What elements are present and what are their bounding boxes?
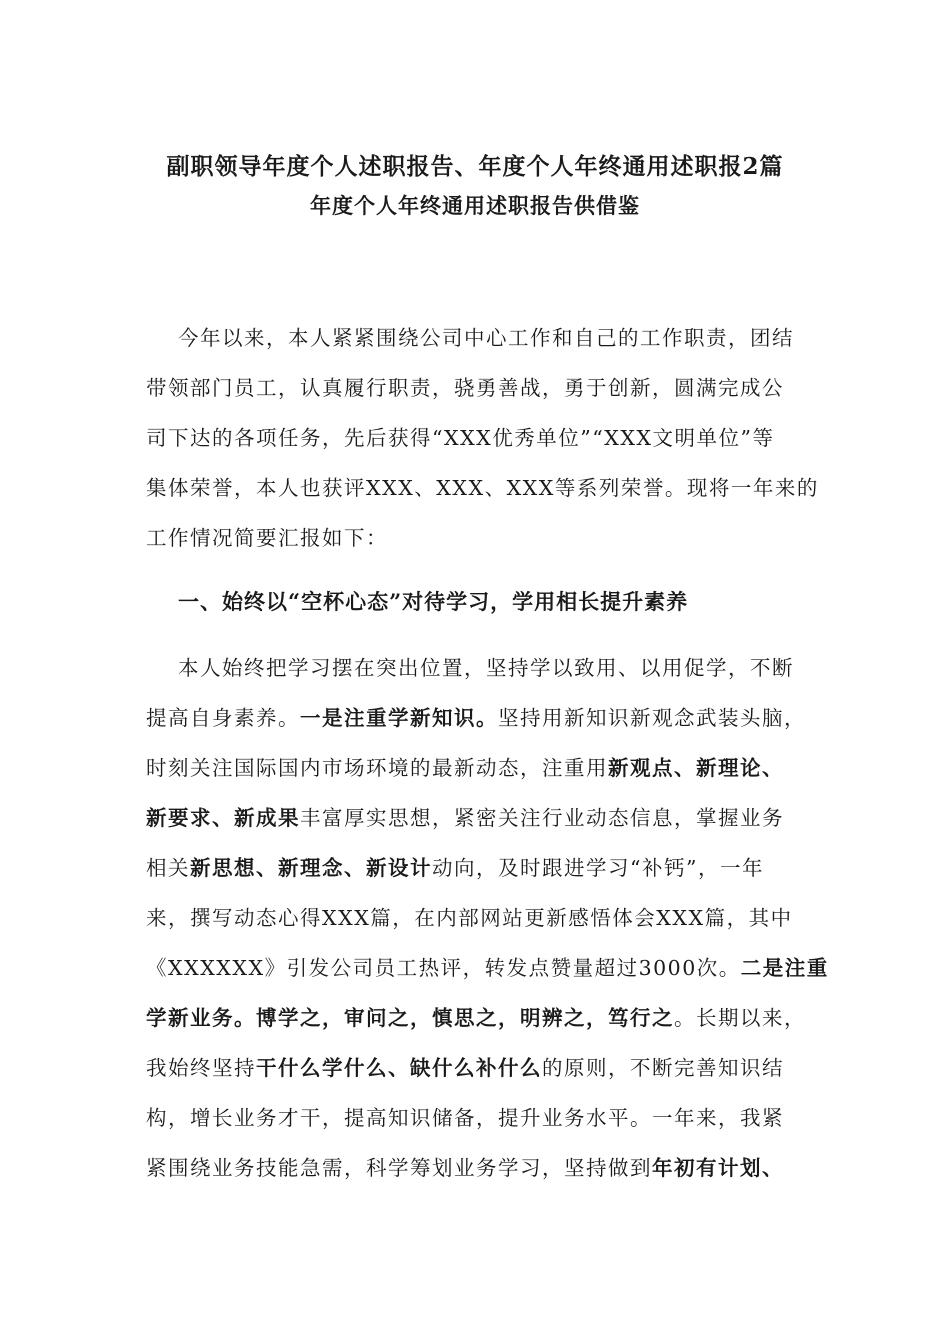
document-title: 副职领导年度个人述职报告、年度个人年终通用述职报2篇 [166, 153, 784, 180]
section1-line-3 [146, 752, 806, 784]
section1-line-7 [146, 952, 829, 984]
intro-line-2: 带领部门员工，认真履行职责，骁勇善战，勇于创新，圆满完成公 [146, 376, 784, 400]
bold-emphasis: 新要求、新成果 [146, 806, 300, 830]
bold-emphasis: 年初有计划、 [652, 1156, 784, 1180]
text-span: 动向，及时跟进学习“补钙”，一年 [432, 856, 764, 880]
text-span: 紧围绕业务技能急需，科学筹划业务学习，坚持做到 [146, 1156, 652, 1180]
bold-emphasis: 新观点、新理论、 [608, 756, 784, 780]
section1-line-6: 来，撰写动态心得XXX篇，在内部网站更新感悟体会XXX篇，其中 [146, 906, 793, 930]
section1-line-11 [146, 1152, 806, 1184]
section1-line-9 [146, 1052, 806, 1084]
section-heading-1: 一、始终以“空杯心态”对待学习，学用相长提升素养 [178, 589, 689, 614]
document-subtitle: 年度个人年终通用述职报告供借鉴 [310, 193, 640, 218]
section1-line-10: 构，增长业务才干，提高知识储备，提升业务水平。一年来，我紧 [146, 1106, 784, 1130]
text-span: 《XXXXXX》引发公司员工热评，转发点赞量超过3000次。 [146, 956, 741, 980]
text-span: 提高自身素养。 [146, 706, 300, 730]
section1-line-8 [146, 1002, 806, 1034]
text-span: 相关 [146, 856, 190, 880]
intro-line-3: 司下达的各项任务，先后获得“XXX优秀单位”“XXX文明单位”等 [146, 426, 775, 450]
text-span: 我始终坚持 [146, 1056, 256, 1080]
text-span: 坚持用新知识新观念武装头脑， [498, 706, 806, 730]
bold-emphasis: 一是注重学新知识。 [300, 706, 498, 730]
section1-line-4 [146, 802, 806, 834]
bold-emphasis: 二是注重 [740, 956, 829, 980]
section1-line-1: 本人始终把学习摆在突出位置，坚持学以致用、以用促学，不断 [178, 656, 794, 680]
bold-emphasis: 新思想、新理念、新设计 [190, 856, 432, 880]
text-span: 的原则，不断完善知识结 [542, 1056, 784, 1080]
text-span: 时刻关注国际国内市场环境的最新动态，注重用 [146, 756, 608, 780]
intro-line-4: 集体荣誉，本人也获评XXX、XXX、XXX等系列荣誉。现将一年来的 [146, 476, 819, 500]
section1-line-5 [146, 852, 806, 884]
text-span: 丰富厚实思想，紧密关注行业动态信息，掌握业务 [300, 806, 784, 830]
text-span: 。长期以来， [674, 1006, 806, 1030]
intro-line-5: 工作情况简要汇报如下： [146, 526, 388, 550]
bold-emphasis: 学新业务。博学之，审问之，慎思之，明辨之，笃行之 [146, 1006, 674, 1030]
section1-line-2 [146, 702, 806, 734]
bold-emphasis: 干什么学什么、缺什么补什么 [256, 1056, 542, 1080]
intro-line-1: 今年以来，本人紧紧围绕公司中心工作和自己的工作职责，团结 [178, 326, 794, 350]
